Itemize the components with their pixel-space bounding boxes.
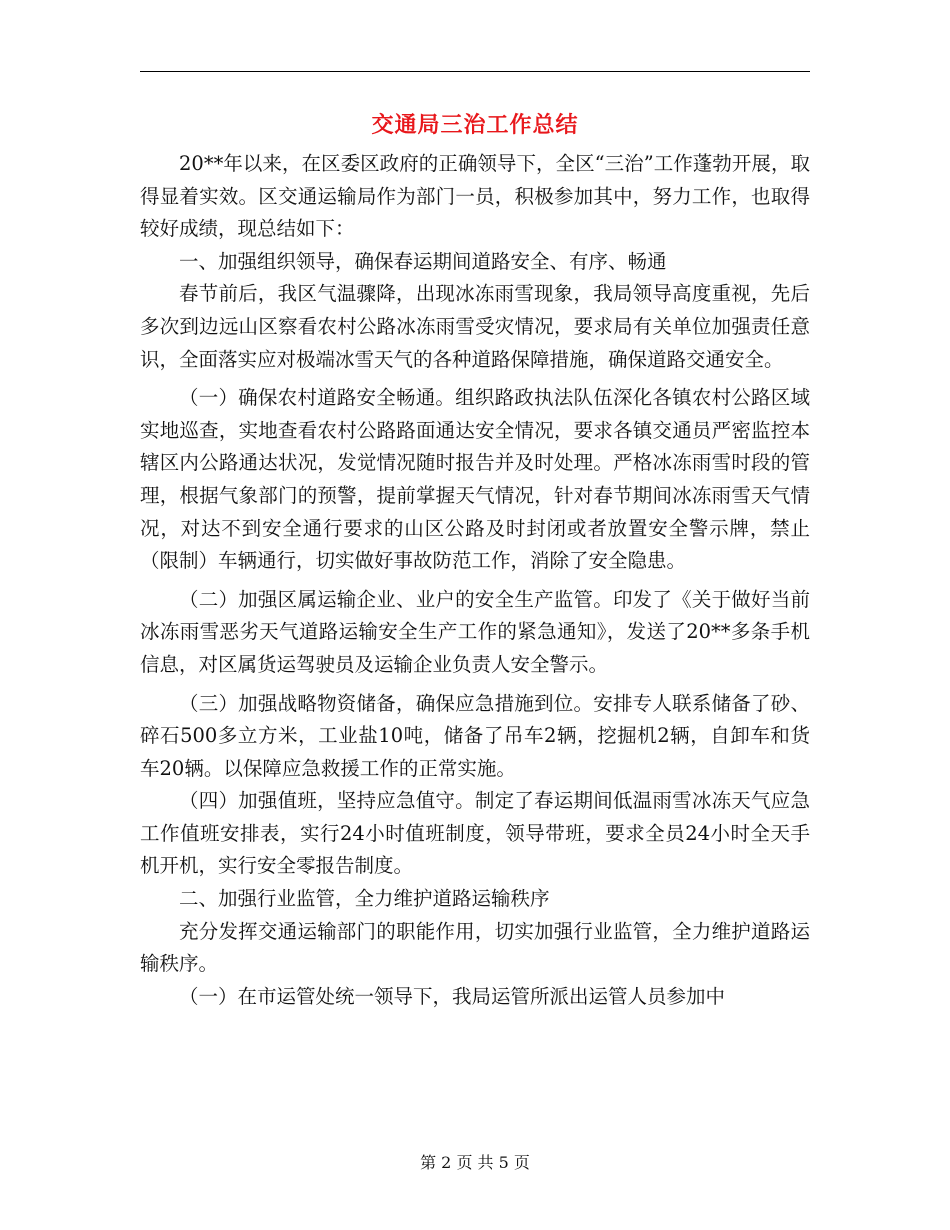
- body-paragraph: 春节前后，我区气温骤降，出现冰冻雨雪现象，我局领导高度重视，先后多次到边远山区察看农村公路冰冻雨雪受灾情况，要求局有关单位加强责任意识，全面落实应对极端冰雪天气的各种道路保障措施，确保道路交通安全。: [140, 282, 810, 371]
- header-rule: [140, 71, 810, 72]
- body-paragraph: （三）加强战略物资储备，确保应急措施到位。安排专人联系储备了砂、碎石500多立方米，工业盐10吨，储备了吊车2辆，挖掘机2辆，自卸车和货车20辆。以保障应急救援工作的正常实施。: [140, 691, 810, 780]
- document-title: 交通局三治工作总结: [371, 112, 579, 138]
- page-number-footer: 第 2 页 共 5 页: [420, 1153, 530, 1172]
- body-paragraph: （二）加强区属运输企业、业户的安全生产监管。印发了《关于做好当前冰冻雨雪恶劣天气道路运输安全生产工作的紧急通知》，发送了20**多条手机信息，对区属货运驾驶员及运输企业负责人安全警示。: [140, 587, 810, 676]
- section-heading-2: 二、加强行业监管，全力维护道路运输秩序: [179, 887, 550, 911]
- body-paragraph: 充分发挥交通运输部门的职能作用，切实加强行业监管，全力维护道路运输秩序。: [140, 919, 810, 976]
- body-paragraph-intro: 20**年以来，在区委区政府的正确领导下，全区“三治”工作蓬勃开展，取得显着实效。区交通运输局作为部门一员，积极参加其中，努力工作，也取得较好成绩，现总结如下：: [140, 152, 810, 241]
- document-body: [140, 148, 810, 1013]
- section-heading-1: 一、加强组织领导，确保春运期间道路安全、有序、畅通: [179, 249, 667, 273]
- body-paragraph: （一）在市运管处统一领导下，我局运管所派出运管人员参加中: [179, 984, 726, 1008]
- body-paragraph: （四）加强值班，坚持应急值守。制定了春运期间低温雨雪冰冻天气应急工作值班安排表，实行24小时值班制度，领导带班，要求全员24小时全天手机开机，实行安全零报告制度。: [140, 789, 810, 878]
- body-paragraph: （一）确保农村道路安全畅通。组织路政执法队伍深化各镇农村公路区域实地巡查，实地查看农村公路路面通达安全情况，要求各镇交通员严密监控本辖区内公路通达状况，发觉情况随时报告并及时处理。严格冰冻雨雪时段的管理，根据气象部门的预警，提前掌握天气情况，针对春节期间冰冻雨雪天气情况，对达不到安全通行要求的山区公路及时封闭或者放置安全警示牌，禁止（限制）车辆通行，切实做好事故防范工作，消除了安全隐患。: [140, 386, 810, 573]
